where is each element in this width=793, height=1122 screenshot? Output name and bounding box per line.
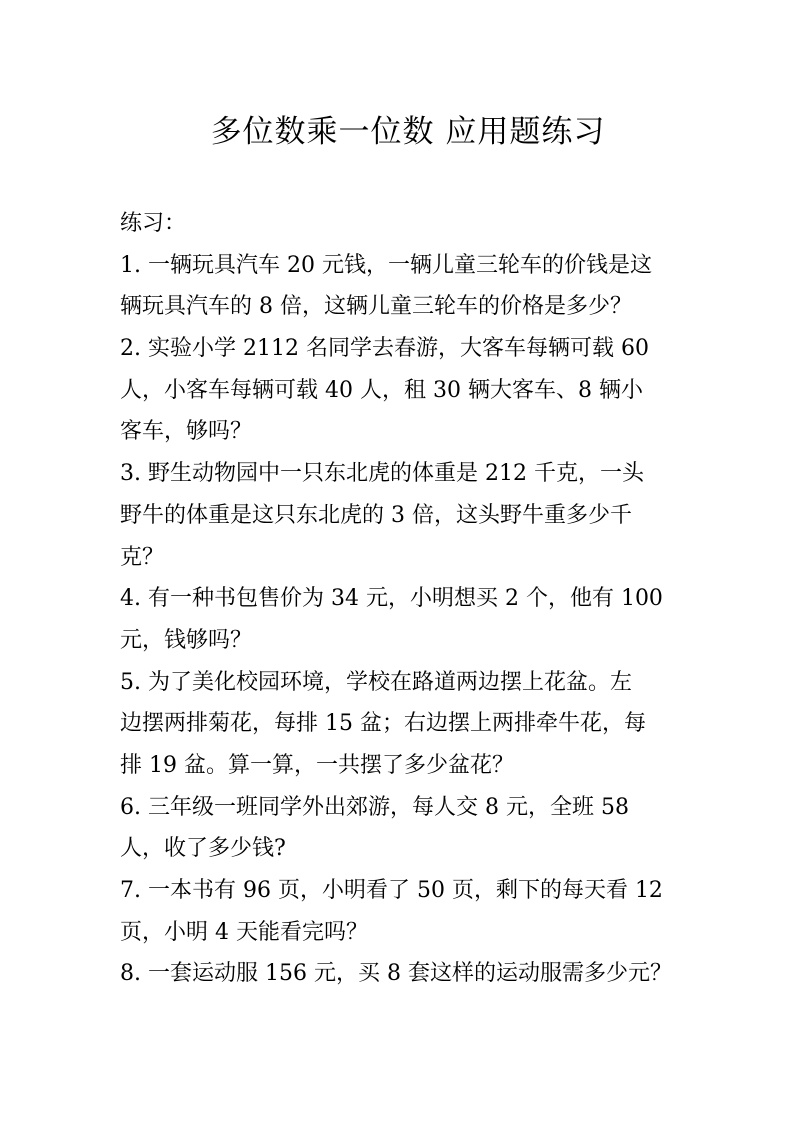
problem-line: 辆玩具汽车的 8 倍，这辆儿童三轮车的价格是多少？: [120, 294, 632, 320]
problem-item: [120, 953, 680, 995]
problem-item: [120, 245, 680, 328]
problem-item: [120, 787, 680, 870]
problem-item: [120, 870, 680, 953]
problem-line: 客车，够吗？: [120, 419, 253, 445]
problem-line: 克？: [120, 544, 165, 570]
problem-line: 5. 为了美化校园环境，学校在路道两边摆上花盆。左: [120, 669, 632, 695]
problem-line: 人，小客车每辆可载 40 人，租 30 辆大客车、8 辆小: [120, 377, 643, 403]
document-body: [120, 203, 680, 995]
problem-item: [120, 453, 680, 578]
problem-line: 3. 野生动物园中一只东北虎的体重是 212 千克，一头: [120, 461, 644, 487]
problem-list: [120, 245, 680, 995]
problem-line: 排 19 盆。算一算，一共摆了多少盆花？: [120, 752, 514, 778]
problem-line: 野牛的体重是这只东北虎的 3 倍，这头野牛重多少千: [120, 502, 632, 528]
problem-line: 边摆两排菊花，每排 15 盆；右边摆上两排牵牛花，每: [120, 711, 646, 737]
problem-line: 2. 实验小学 2112 名同学去春游，大客车每辆可载 60: [120, 336, 649, 362]
problem-line: 4. 有一种书包售价为 34 元，小明想买 2 个，他有 100: [120, 586, 663, 612]
problem-line: 1. 一辆玩具汽车 20 元钱，一辆儿童三轮车的价钱是这: [120, 252, 652, 278]
section-label: 练习：: [120, 211, 187, 236]
problem-item: [120, 578, 680, 661]
problem-line: 7. 一本书有 96 页，小明看了 50 页，剩下的每天看 12: [120, 878, 663, 903]
problem-line: 元，钱够吗？: [120, 627, 253, 653]
problem-item: [120, 328, 680, 453]
problem-line: 6. 三年级一班同学外出郊游，每人交 8 元，全班 58: [120, 794, 629, 820]
page-title: 多位数乘一位数 应用题练习: [210, 114, 606, 150]
problem-line: 8. 一套运动服 156 元，买 8 套这样的运动服需多少元？: [120, 961, 672, 987]
problem-line: 人，收了多少钱?: [120, 836, 286, 862]
problem-line: 页，小明 4 天能看完吗？: [120, 919, 368, 945]
problem-item: [120, 662, 680, 787]
